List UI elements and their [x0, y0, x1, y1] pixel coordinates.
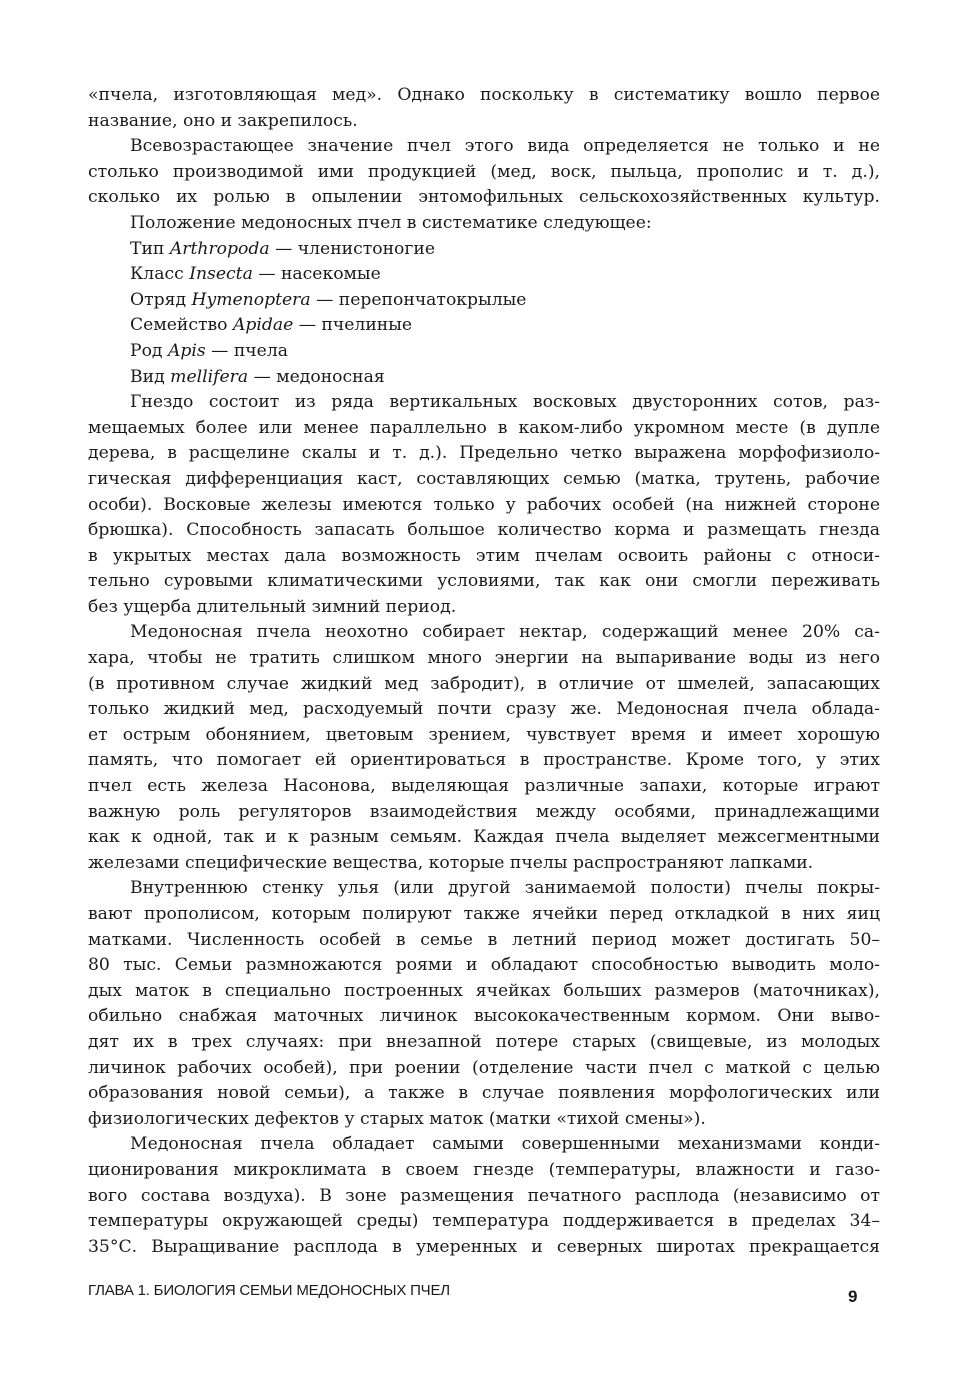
taxonomy-row [88, 339, 880, 365]
text-line: пчел есть железа Насонова, выделяющая различные запахи, которые играют [88, 776, 880, 797]
taxonomy-row [88, 262, 880, 288]
text-line: «пчела, изготовляющая мед». Однако поскольку в систематику вошло первое [88, 85, 880, 105]
text-line: как к одной, так и к разным семьям. Каждая пчела выделяет межсегментными [88, 827, 880, 848]
taxon-latin: Apidae [232, 315, 294, 336]
text-line: Всевозрастающее значение пчел этого вида определяется не только и не [130, 136, 880, 157]
taxon-latin: Insecta [189, 264, 253, 285]
taxonomy-row [88, 365, 880, 391]
text-line: без ущерба длительный зимний период. [88, 596, 457, 617]
paragraph-nest [88, 390, 880, 620]
text-line: тельно суровыми климатическими условиями, так как они смогли переживать [88, 571, 880, 592]
taxon-rank: Вид [130, 366, 165, 387]
text-line: только жидкий мед, расходуемый почти сразу же. Медоносная пчела облада- [88, 699, 880, 720]
taxonomy-block [88, 211, 880, 390]
taxon-ru: — пчела [211, 340, 288, 361]
text-line: личинок рабочих особей), при роении (отделение части пчел с маткой с целью [88, 1057, 880, 1078]
paragraph-hive [88, 876, 880, 1132]
taxon-rank: Тип [130, 238, 165, 259]
paragraph-nectar [88, 620, 880, 876]
text-line: мещаемых более или менее параллельно в каком-либо укромном месте (в дупле [88, 417, 880, 438]
taxon-ru: — медоносная [253, 366, 385, 387]
taxon-rank: Отряд [130, 289, 187, 310]
text-line: гическая дифференциация каст, составляющих семью (матка, трутень, рабочие [88, 468, 880, 489]
taxon-rank: Семейство [130, 315, 228, 336]
text-line: железами специфические вещества, которые пчелы распространяют лапками. [88, 852, 814, 873]
text-line: 80 тыс. Семьи размножаются роями и обладают способностью выводить моло- [88, 955, 880, 976]
paragraph-importance [88, 134, 880, 211]
taxon-rank: Класс [130, 264, 184, 285]
taxon-rank: Род [130, 340, 163, 361]
text-line: ционирования микроклимата в своем гнезде (температуры, влажности и газо- [88, 1159, 880, 1180]
text-line: матками. Численность особей в семье в летний период может достигать 50– [88, 929, 880, 950]
text-line: столько производимой ими продукцией (мед, воск, пыльца, прополис и т. д.), [88, 161, 880, 182]
text-line: название, оно и закрепилось. [88, 110, 358, 131]
text-line: Медоносная пчела обладает самыми совершенными механизмами конди- [130, 1134, 880, 1155]
text-line: память, что помогает ей ориентироваться в пространстве. Кроме того, у этих [88, 750, 880, 771]
text-line: вого состава воздуха). В зоне размещения печатного расплода (независимо от [88, 1185, 880, 1206]
text-line: сколько их ролью в опылении энтомофильных сельскохозяйственных культур. [88, 187, 880, 208]
text-line: Медоносная пчела неохотно собирает нектар, содержащий менее 20% са- [130, 622, 880, 643]
running-footer-chapter: ГЛАВА 1. БИОЛОГИЯ СЕМЬИ МЕДОНОСНЫХ ПЧЕЛ [88, 1282, 450, 1299]
taxon-latin: Hymenoptera [191, 289, 311, 310]
text-line: хара, чтобы не тратить слишком много энергии на выпаривание воды из него [88, 648, 880, 669]
taxon-ru: — перепончатокрылые [316, 289, 527, 310]
text-line: физиологических дефектов у старых маток (матки «тихой смены»). [88, 1108, 706, 1129]
taxon-ru: — пчелиные [298, 315, 413, 336]
text-line: Внутреннюю стенку улья (или другой занимаемой полости) пчелы покры- [130, 878, 880, 899]
text-line: Гнездо состоит из ряда вертикальных восковых двусторонних сотов, раз- [130, 392, 880, 413]
paragraph-microclimate [88, 1132, 880, 1260]
text-line: важную роль регуляторов взаимодействия между особями, принадлежащими [88, 801, 880, 822]
text-line: 35°С. Выращивание расплода в умеренных и северных широтах прекращается [88, 1236, 880, 1257]
text-line: температуры окружающей среды) температура поддерживается в пределах 34– [88, 1211, 880, 1232]
taxon-ru: — насекомые [258, 264, 381, 285]
taxon-latin: Arthropoda [169, 238, 270, 259]
text-line: (в противном случае жидкий мед забродит), в отличие от шмелей, запасающих [88, 673, 880, 694]
text-line: в укрытых местах дала возможность этим пчелам освоить районы с относи- [88, 545, 880, 566]
taxon-latin: mellifera [170, 366, 249, 387]
page-number: 9 [848, 1287, 858, 1306]
text-line: ет острым обонянием, цветовым зрением, чувствует время и имеет хорошую [88, 724, 880, 745]
taxonomy-heading: Положение медоносных пчел в систематике следующее: [130, 212, 652, 233]
text-line: дых маток в специально построенных ячейках больших размеров (маточниках), [88, 980, 880, 1001]
taxon-latin: Apis [167, 340, 206, 361]
text-line: дят их в трех случаях: при внезапной потере старых (свищевые, из молодых [88, 1031, 880, 1052]
taxonomy-row [88, 313, 880, 339]
text-line: дерева, в расщелине скалы и т. д.). Предельно четко выражена морфофизиоло- [88, 443, 880, 464]
paragraph-intro [88, 83, 880, 134]
taxon-ru: — членистоногие [275, 238, 436, 259]
text-line: вают прополисом, которым полируют также ячейки перед откладкой в них яиц [88, 904, 880, 924]
taxonomy-row [88, 288, 880, 314]
text-line: особи). Восковые железы имеются только у рабочих особей (на нижней стороне [88, 494, 880, 515]
text-line: образования новой семьи), а также в случае появления морфологических или [88, 1083, 880, 1104]
taxonomy-row [88, 237, 880, 263]
body-text [88, 83, 880, 1260]
text-line: брюшка). Способность запасать большое количество корма и размещать гнезда [88, 520, 880, 541]
text-line: обильно снабжая маточных личинок высококачественным кормом. Они выво- [88, 1006, 880, 1027]
